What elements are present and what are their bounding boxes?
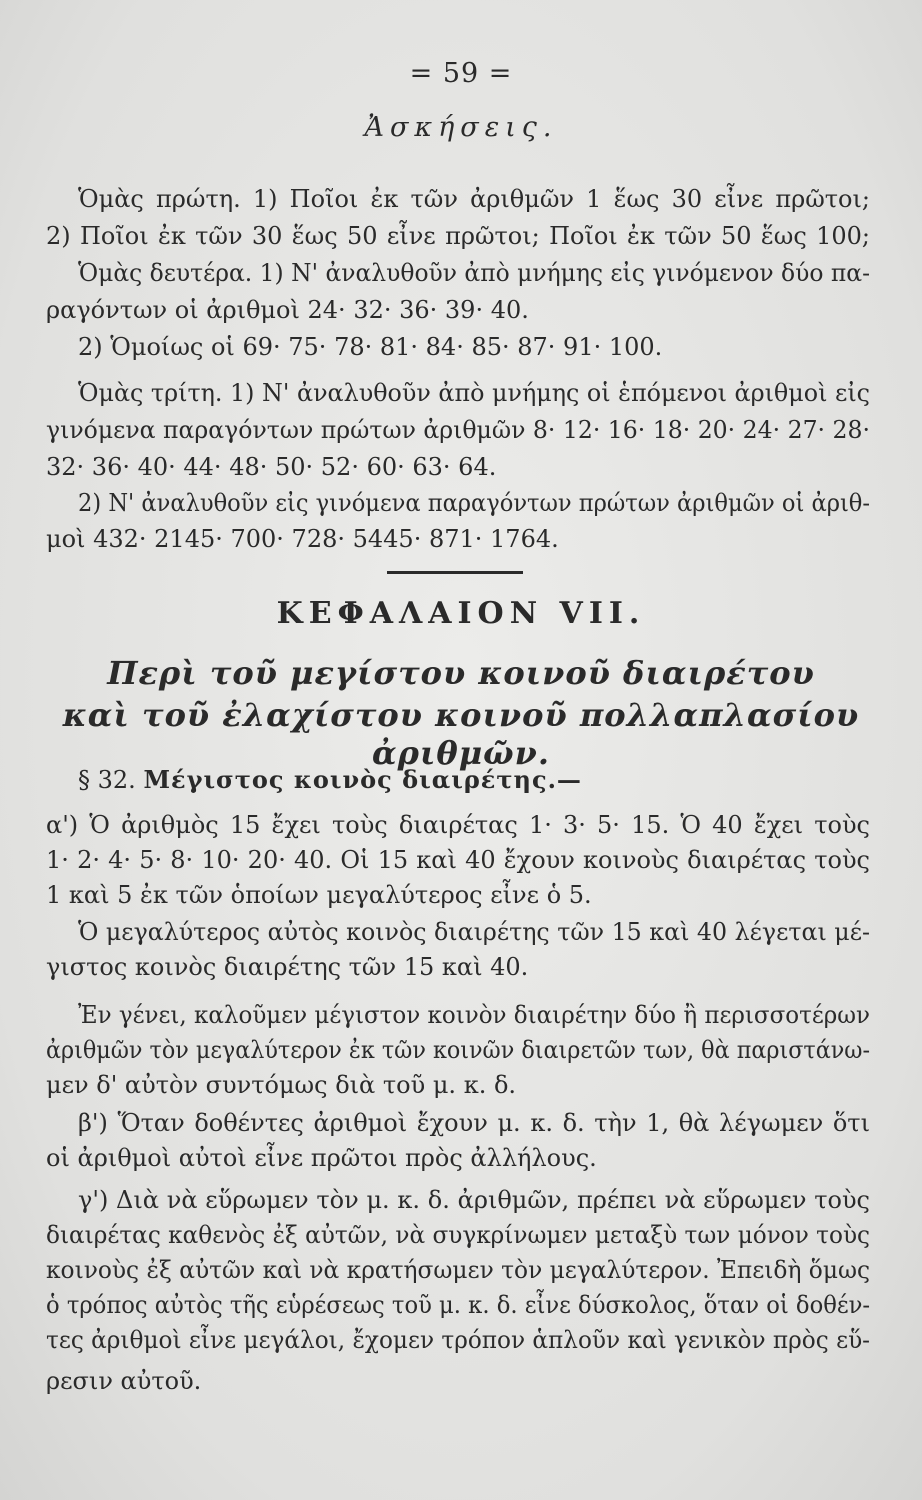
exercise-line: 2) Ποῖοι ἐκ τῶν 30 ἕως 50 εἶνε πρῶτοι; Ποῖοι ἐκ τῶν 50 ἕως 100; [46,222,870,250]
body-line: διαιρέτας καθενὸς ἐξ αὐτῶν, νὰ συγκρίνωμεν μεταξὺ των μόνον τοὺς [46,1221,870,1249]
body-line: Ὁ μεγαλύτερος αὐτὸς κοινὸς διαιρέτης τῶν 15 καὶ 40 λέγεται μέ- [78,918,870,946]
chapter-title-line-2: καὶ τοῦ ἐλαχίστου κοινοῦ πολλαπλασίου ἀριθμῶν. [62,696,860,772]
exercise-line: Ὁμὰς δευτέρα. 1) Ν' ἀναλυθοῦν ἀπὸ μνήμης εἰς γινόμενον δύο πα- [78,259,870,287]
chapter-title-line-1: Περὶ τοῦ μεγίστου κοινοῦ διαιρέτου [107,654,815,692]
body-line: ὁ τρόπος αὐτὸς τῆς εὑρέσεως τοῦ μ. κ. δ. εἶνε δύσκολος, ὅταν οἱ δοθέν- [46,1291,870,1319]
exercise-line: ραγόντων οἱ ἀριθμοὶ 24· 32· 36· 39· 40. [46,296,529,324]
body-line: γ') Διὰ νὰ εὕρωμεν τὸν μ. κ. δ. ἀριθμῶν, πρέπει νὰ εὕρωμεν τοὺς [78,1186,870,1214]
exercise-line: γινόμενα παραγόντων πρώτων ἀριθμῶν 8· 12· 16· 18· 20· 24· 27· 28· [46,416,870,444]
body-line: α') Ὁ ἀριθμὸς 15 ἔχει τοὺς διαιρέτας 1· 3· 5· 15. Ὁ 40 ἔχει τοὺς [46,811,870,839]
page-number: = 59 = [409,58,513,89]
body-line: οἱ ἀριθμοὶ αὐτοὶ εἶνε πρῶτοι πρὸς ἀλλήλους. [46,1144,597,1172]
section-number: § 32. [78,766,136,794]
section-divider [387,571,523,574]
exercise-line: 32· 36· 40· 44· 48· 50· 52· 60· 63· 64. [46,453,497,481]
chapter-heading: ΚΕΦΑΛΑΙΟΝ VII. [276,596,646,631]
body-line: κοινοὺς ἐξ αὐτῶν καὶ νὰ κρατήσωμεν τὸν μεγαλύτερον. Ἐπειδὴ ὅμως [46,1256,870,1284]
section-heading [78,765,582,794]
exercise-line: Ὁμὰς πρώτη. 1) Ποῖοι ἐκ τῶν ἀριθμῶν 1 ἕως 30 εἶνε πρῶτοι; [78,185,870,213]
body-line: γιστος κοινὸς διαιρέτης τῶν 15 καὶ 40. [46,953,529,981]
body-line: ἀριθμῶν τὸν μεγαλύτερον ἐκ τῶν κοινῶν διαιρετῶν των, θὰ παριστάνω- [46,1036,870,1064]
body-line: ρεσιν αὐτοῦ. [46,1367,202,1395]
body-line: β') Ὅταν δοθέντες ἀριθμοὶ ἔχουν μ. κ. δ. τὴν 1, θὰ λέγωμεν ὅτι [78,1109,870,1137]
section-title: Μέγιστος κοινὸς διαιρέτης.— [143,765,582,794]
body-line: Ἐν γένει, καλοῦμεν μέγιστον κοινὸν διαιρέτην δύο ἢ περισσοτέρων [78,1001,870,1029]
exercise-line: 2) Ὁμοίως οἱ 69· 75· 78· 81· 84· 85· 87· 91· 100. [78,333,663,361]
exercise-line: μοὶ 432· 2145· 700· 728· 5445· 871· 1764. [46,525,559,553]
body-line: 1 καὶ 5 ἐκ τῶν ὁποίων μεγαλύτερος εἶνε ὁ 5. [46,881,592,909]
body-line: μεν δ' αὐτὸν συντόμως διὰ τοῦ μ. κ. δ. [46,1071,517,1099]
exercises-title: Ἀσκήσεις. [364,112,558,143]
body-line: 1· 2· 4· 5· 8· 10· 20· 40. Οἱ 15 καὶ 40 ἔχουν κοινοὺς διαιρέτας τοὺς [46,846,870,874]
body-line: τες ἀριθμοὶ εἶνε μεγάλοι, ἔχομεν τρόπον ἁπλοῦν καὶ γενικὸν πρὸς εὕ- [46,1326,870,1354]
exercise-line: Ὁμὰς τρίτη. 1) Ν' ἀναλυθοῦν ἀπὸ μνήμης οἱ ἑπόμενοι ἀριθμοὶ εἰς [78,379,870,407]
exercise-line: 2) Ν' ἀναλυθοῦν εἰς γινόμενα παραγόντων πρώτων ἀριθμῶν οἱ ἀριθ- [78,489,870,517]
